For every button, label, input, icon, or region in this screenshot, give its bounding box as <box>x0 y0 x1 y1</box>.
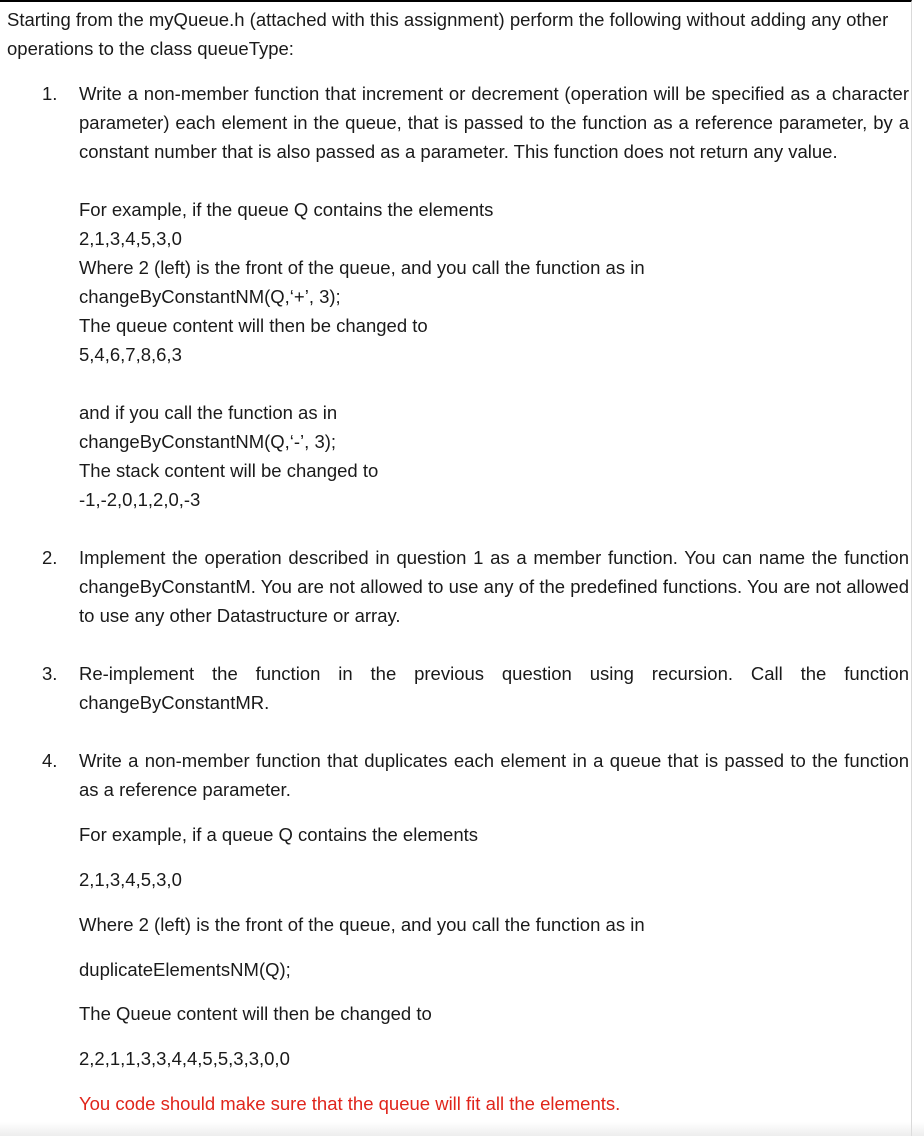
q4-warning: You code should make sure that the queue will fit all the elements. <box>79 1093 621 1114</box>
q1-result-note: The queue content will then be changed to <box>79 315 428 336</box>
q4-result: 2,2,1,1,3,3,4,4,5,5,3,3,0,0 <box>79 1048 290 1069</box>
q1-initial-queue: 2,1,3,4,5,3,0 <box>79 228 182 249</box>
q4-result-note: The Queue content will then be changed to <box>79 1003 432 1024</box>
q4-front-note: Where 2 (left) is the front of the queue, and you call the function as in <box>79 914 645 935</box>
q1-call-minus: changeByConstantNM(Q,‘-’, 3); <box>79 431 337 452</box>
q4-example-intro: For example, if a queue Q contains the elements <box>79 824 478 845</box>
q1-result-plus: 5,4,6,7,8,6,3 <box>79 344 182 365</box>
q1-result-minus: -1,-2,0,1,2,0,-3 <box>79 489 201 510</box>
question-4-number: 4. <box>42 750 58 771</box>
q1-stack-note: The stack content will be changed to <box>79 460 379 481</box>
question-2-text: Implement the operation described in question 1 as a member function. You can name the function changeByConstantM. You are not allowed to use any of the predefined functions. You are not allowed to use any other Datastructure or array. <box>79 547 909 626</box>
intro-paragraph: Starting from the myQueue.h (attached with this assignment) perform the following without adding any other operations to the class queueType: <box>7 9 889 59</box>
question-3-number: 3. <box>42 663 58 684</box>
question-1-number: 1. <box>42 83 58 104</box>
q1-and-if: and if you call the function as in <box>79 402 338 423</box>
question-1-text: Write a non-member function that increment or decrement (operation will be specified as a character parameter) each element in the queue, that is passed to the function as a reference parameter, by a constant number that is also passed as a parameter. This function does not return any value. <box>79 83 909 162</box>
question-2-number: 2. <box>42 547 58 568</box>
q1-example-intro: For example, if the queue Q contains the elements <box>79 199 494 220</box>
page-bottom-shadow <box>0 1122 924 1136</box>
question-3-text: Re-implement the function in the previous question using recursion. Call the function changeByConstantMR. <box>79 663 909 713</box>
q1-call-plus: changeByConstantNM(Q,‘+’, 3); <box>79 286 341 307</box>
q4-call: duplicateElementsNM(Q); <box>79 959 291 980</box>
question-4-text: Write a non-member function that duplicates each element in a queue that is passed to the function as a reference parameter. <box>79 750 909 800</box>
q4-initial-queue: 2,1,3,4,5,3,0 <box>79 869 182 890</box>
q1-front-note: Where 2 (left) is the front of the queue, and you call the function as in <box>79 257 645 278</box>
